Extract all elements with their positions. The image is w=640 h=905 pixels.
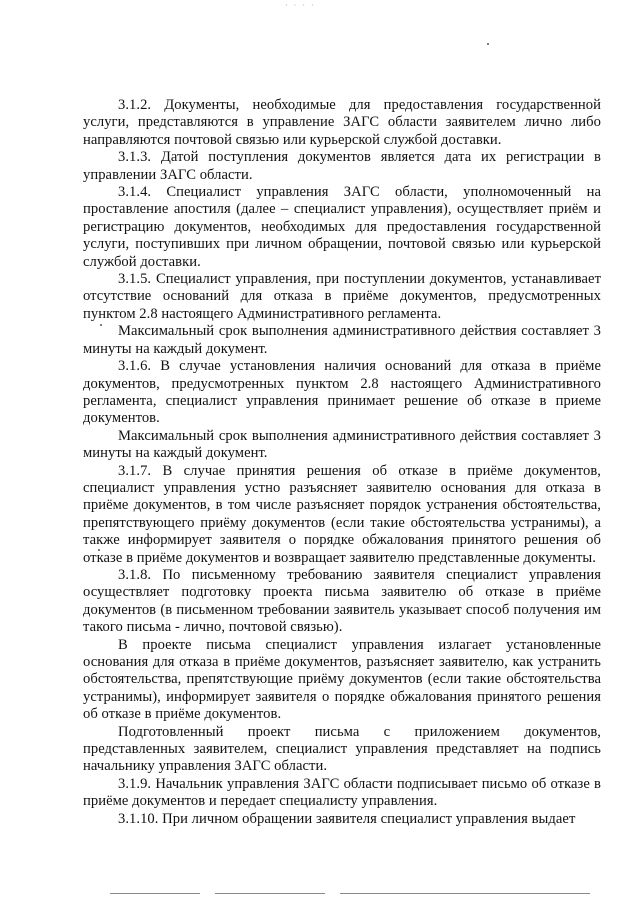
scan-bottom-edge-mid [215, 893, 325, 894]
paragraph-prepared-draft: Подготовленный проект письма с приложением документов, представленных заявителем, специалист управления представляет на подпись начальнику управления ЗАГС области. [83, 723, 601, 775]
paragraph-3-1-4: 3.1.4. Специалист управления ЗАГС области, уполномоченный на проставление апостиля (далее – специалист управления), осуществляет приём и регистрацию документов, необходимых для предоставления государственной услуги, поступивших при личном обращении, почтовой связью или курьерской службой доставки. [83, 184, 601, 270]
scan-bottom-edge-right [340, 893, 590, 894]
paragraph-max-time-1: Максимальный срок выполнения административного действия составляет 3 минуты на каждый документ. [83, 323, 601, 357]
paragraph-3-1-5: 3.1.5. Специалист управления, при поступлении документов, устанавливает отсутствие оснований для отказа в приёме документов, предусмотренных пунктом 2.8 настоящего Административного регламента. [83, 271, 601, 322]
scan-artifact-top: · · · · [285, 1, 316, 10]
paragraph-3-1-7: 3.1.7. В случае принятия решения об отказе в приёме документов, специалист управления устно разъясняет заявителю основания для отказа в приёме документов, в том числе разъясняет порядок устранения обстоятельства, препятствующего приёму документов (если такие обстоятельства устранимы), а также информирует заявителя о порядке обжалования принятого решения об отказе в приёме документов и возвращает заявителю представленные документы. [83, 462, 601, 566]
paragraph-3-1-9: 3.1.9. Начальник управления ЗАГС области подписывает письмо об отказе в приёме документов и передает специалисту управления. [83, 775, 601, 810]
paragraph-letter-draft: В проекте письма специалист управления излагает установленные основания для отказа в приёме документов, разъясняет заявителю, как устранить обстоятельства, препятствующие приёму документов (если такие обстоятельства устранимы), информирует заявителя о порядке обжалования принятого решения об отказе в приёме документов. [83, 636, 601, 723]
paragraph-3-1-2: 3.1.2. Документы, необходимые для предоставления государственной услуги, представляются в управление ЗАГС области заявителем лично либо направляются почтовой связью или курьерской службой доставки. [83, 97, 601, 148]
paragraph-3-1-3: 3.1.3. Датой поступления документов является дата их регистрации в управлении ЗАГС области. [83, 149, 601, 183]
document-body [83, 97, 601, 828]
paragraph-3-1-8: 3.1.8. По письменному требованию заявителя специалист управления осуществляет подготовку проекта письма заявителю об отказе в приёме документов (в письменном требовании заявитель указывает способ получения им такого письма - лично, почтовой связью). [83, 566, 601, 636]
scan-bottom-edge-left [110, 893, 200, 894]
paragraph-3-1-6: 3.1.6. В случае установления наличия оснований для отказа в приёме документов, предусмотренных пунктом 2.8 настоящего Административного регламента, специалист управления принимает решение об отказе в приеме документов. [83, 358, 601, 427]
paragraph-3-1-10: 3.1.10. При личном обращении заявителя специалист управления выдает [118, 810, 576, 827]
scan-speck [487, 43, 489, 45]
paragraph-max-time-2: Максимальный срок выполнения административного действия составляет 3 минуты на каждый документ. [83, 427, 601, 462]
